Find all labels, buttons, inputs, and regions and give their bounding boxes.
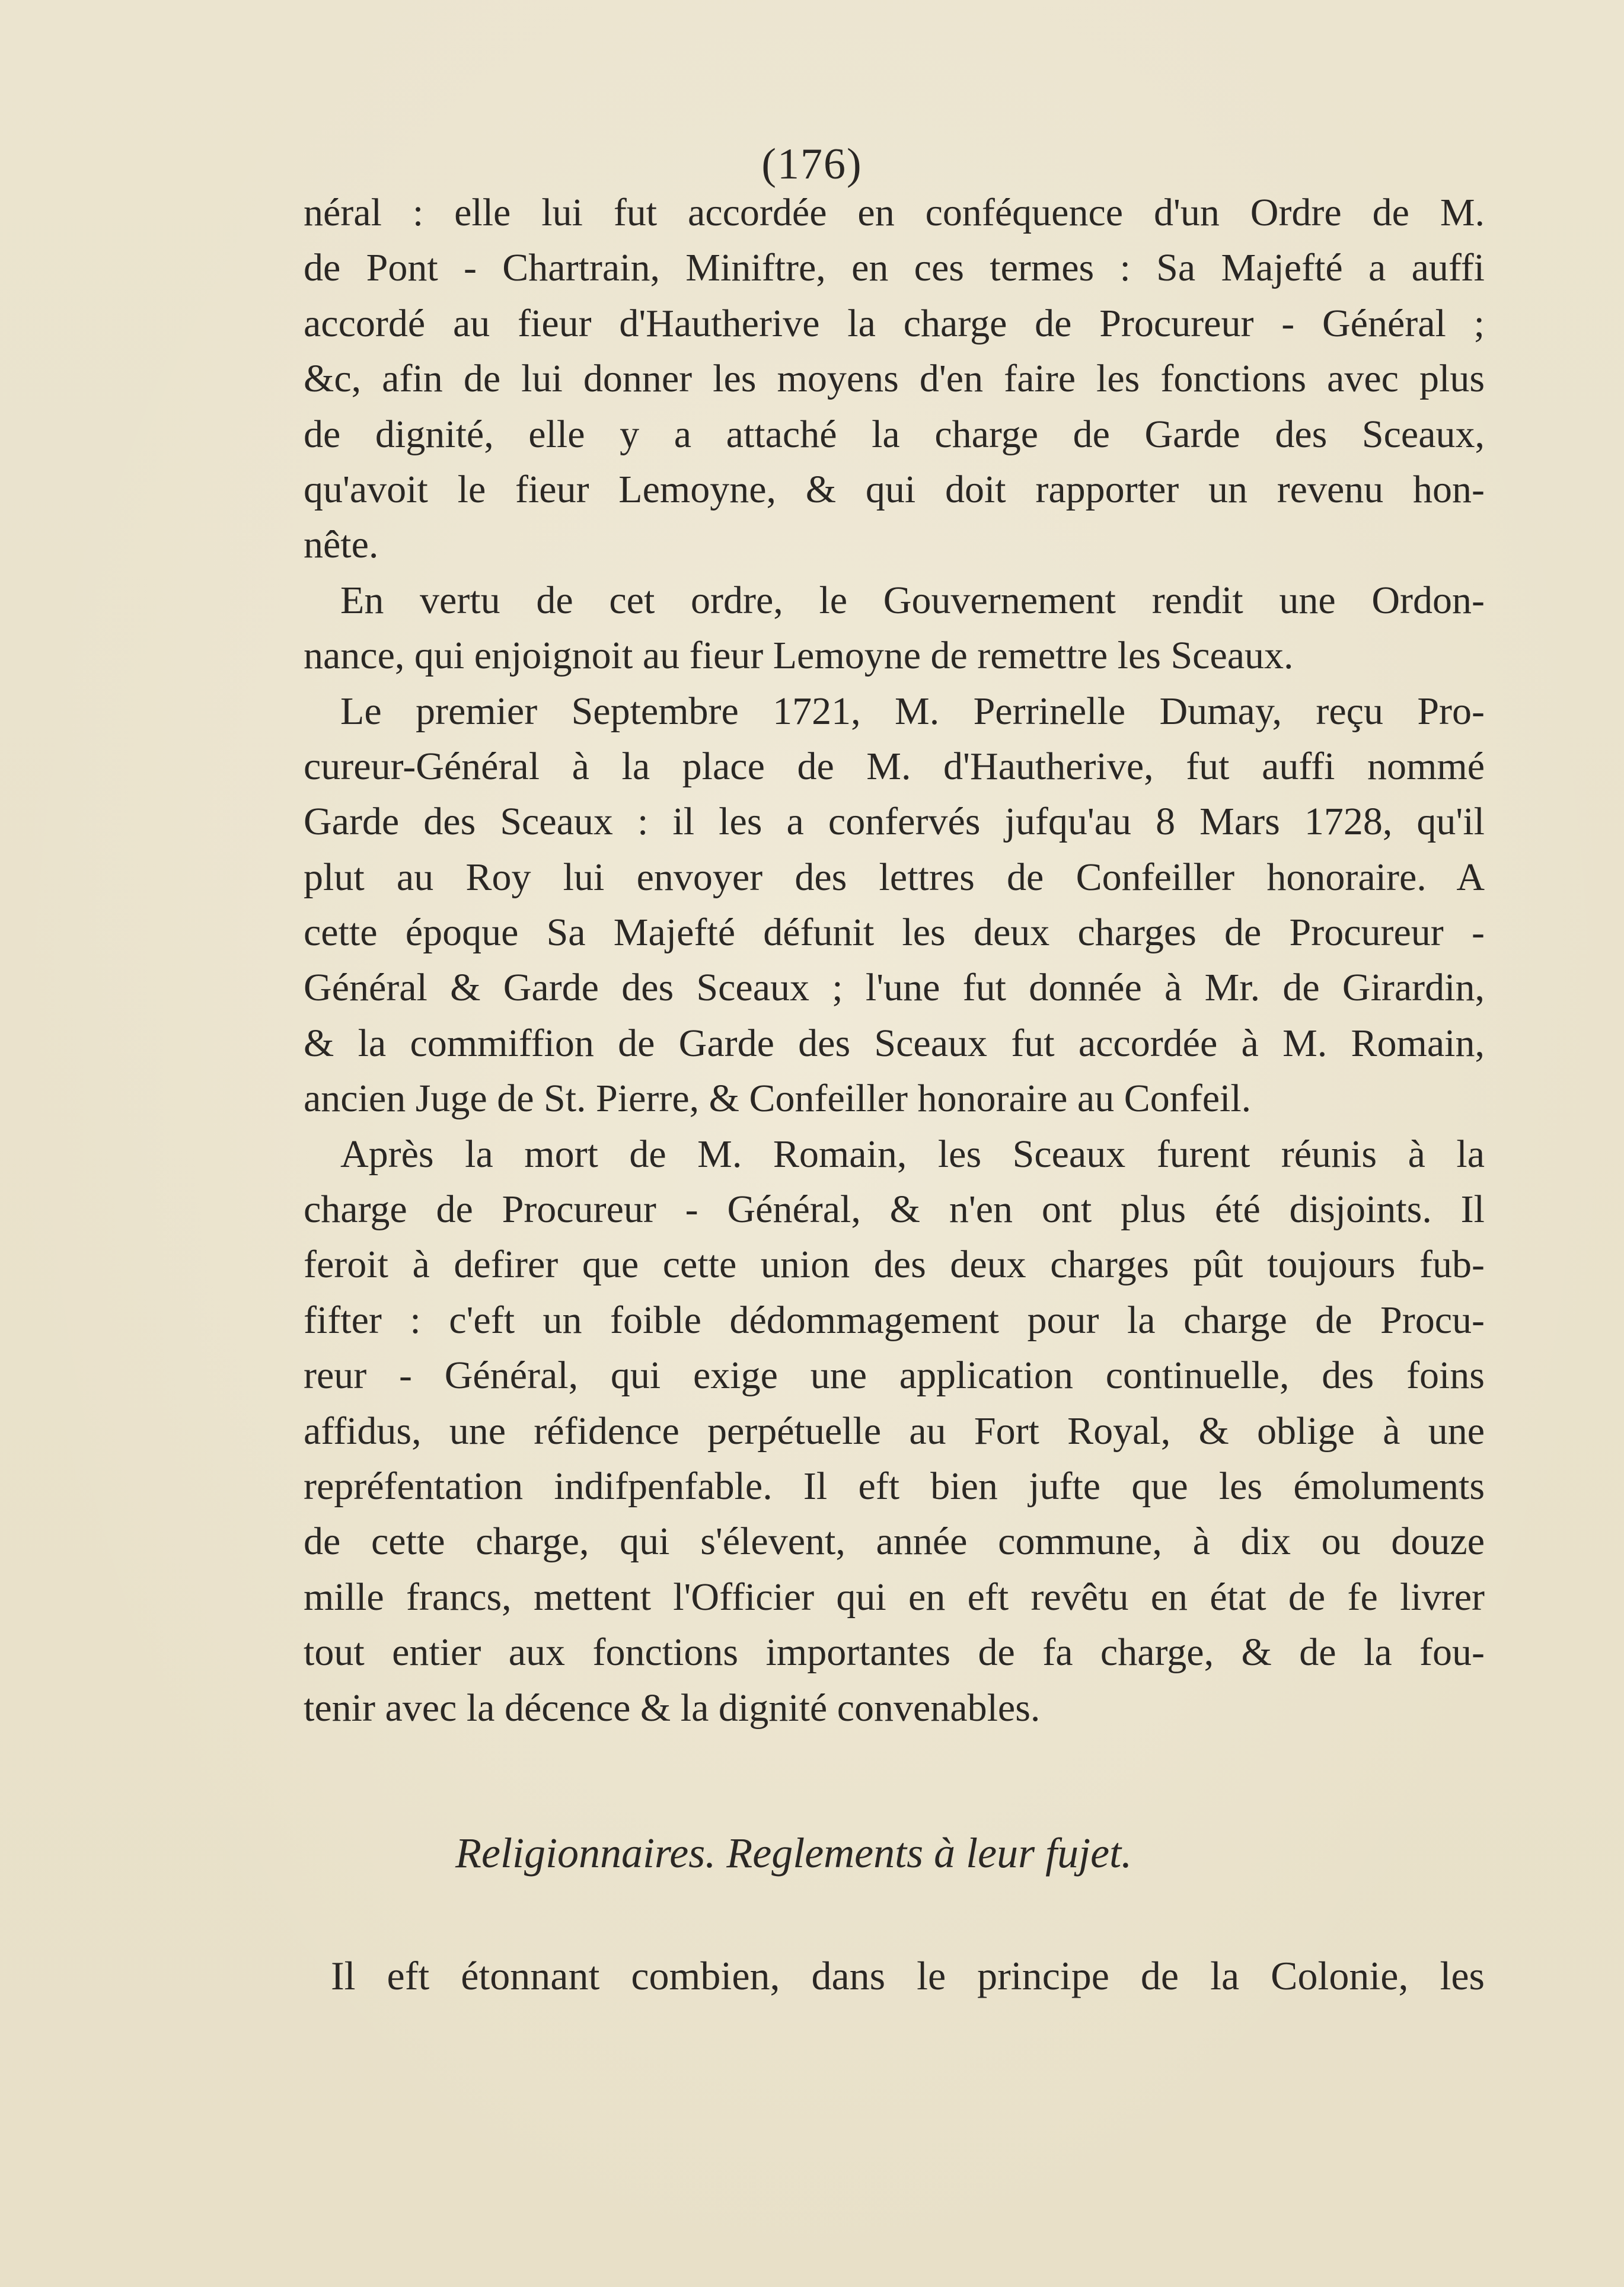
text-line: reur - Général, qui exige une application continuelle, des foins (304, 1354, 1485, 1398)
text-line: tenir avec la décence & la dignité convenables. (304, 1686, 1041, 1730)
text-line: & la commiffion de Garde des Sceaux fut accordée à M. Romain, (304, 1021, 1485, 1065)
text-line: repréfentation indifpenfable. Il eft bien jufte que les émoluments (304, 1464, 1485, 1508)
body-text (304, 185, 1485, 1736)
text-line: plut au Roy lui envoyer des lettres de Confeiller honoraire. A (304, 855, 1485, 899)
text-line: Après la mort de M. Romain, les Sceaux furent réunis à la (340, 1132, 1485, 1176)
text-line: néral : elle lui fut accordée en conféquence d'un Ordre de M. (304, 191, 1485, 234)
text-line: cureur-Général à la place de M. d'Hautherive, fut auffi nommé (304, 744, 1485, 788)
text-line: tout entier aux fonctions importantes de fa charge, & de la fou- (304, 1631, 1485, 1674)
text-line: ancien Juge de St. Pierre, & Confeiller honoraire au Confeil. (304, 1077, 1252, 1121)
text-line: mille francs, mettent l'Officier qui en eft revêtu en état de fe livrer (304, 1575, 1485, 1619)
text-line: Général & Garde des Sceaux ; l'une fut donnée à Mr. de Girardin, (304, 966, 1485, 1010)
section-heading: Religionnaires. Reglements à leur fujet. (455, 1829, 1132, 1877)
text-line: Il eft étonnant combien, dans le principe de la Colonie, les (331, 1953, 1485, 1998)
text-line: Le premier Septembre 1721, M. Perrinelle Dumay, reçu Pro- (340, 689, 1485, 733)
text-line: de dignité, elle y a attaché la charge de Garde des Sceaux, (304, 412, 1485, 456)
text-line: En vertu de cet ordre, le Gouvernement rendit une Ordon- (340, 578, 1485, 622)
section-body (331, 1948, 1485, 2004)
text-line: fifter : c'eft un foible dédommagement pour la charge de Procu- (304, 1298, 1485, 1342)
text-line: qu'avoit le fieur Lemoyne, & qui doit rapporter un revenu hon- (304, 467, 1485, 511)
text-line: nête. (304, 523, 379, 567)
text-line: &c, afin de lui donner les moyens d'en faire les fonctions avec plus (304, 357, 1485, 401)
text-line: accordé au fieur d'Hautherive la charge de Procureur - Général ; (304, 301, 1485, 345)
text-line: feroit à defirer que cette union des deux charges pût toujours fub- (304, 1243, 1485, 1287)
text-line: nance, qui enjoignoit au fieur Lemoyne de remettre les Sceaux. (304, 634, 1294, 678)
text-line: charge de Procureur - Général, & n'en ont plus été disjoints. Il (304, 1188, 1485, 1232)
page-number: (176) (761, 140, 863, 189)
text-line: affidus, une réfidence perpétuelle au Fort Royal, & oblige à une (304, 1409, 1485, 1453)
text-line: de Pont - Chartrain, Miniftre, en ces termes : Sa Majefté a auffi (304, 246, 1485, 290)
text-line: Garde des Sceaux : il les a confervés jufqu'au 8 Mars 1728, qu'il (304, 800, 1485, 844)
text-line: de cette charge, qui s'élevent, année commune, à dix ou douze (304, 1520, 1485, 1564)
text-line: cette époque Sa Majefté défunit les deux charges de Procureur - (304, 911, 1485, 955)
